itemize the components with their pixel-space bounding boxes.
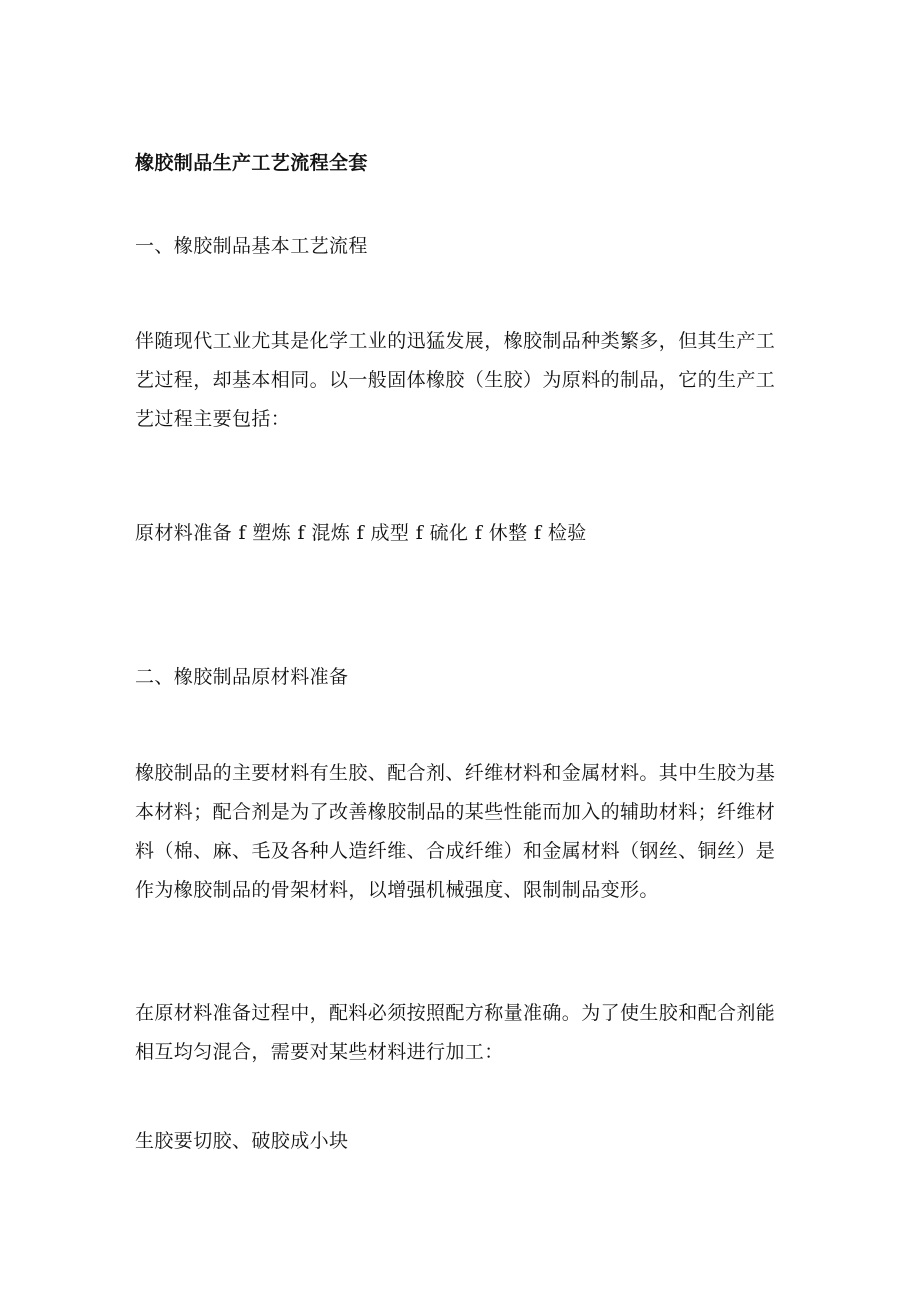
process-flow: 原材料准备 f 塑炼 f 混炼 f 成型 f 硫化 f 休整 f 检验 (135, 522, 587, 544)
section-2-paragraph-3: 生胶要切胶、破胶成小块 (135, 1130, 349, 1152)
section-2-paragraph-2: 在原材料准备过程中，配料必须按照配方称量准确。为了使生胶和配合剂能相互均匀混合，需要对某些材料进行加工： (135, 1002, 776, 1063)
section-2-paragraph-1: 橡胶制品的主要材料有生胶、配合剂、纤维材料和金属材料。其中生胶为基本材料；配合剂是为了改善橡胶制品的某些性能而加入的辅助材料；纤维材料（棉、麻、毛及各种人造纤维、合成纤维）和金属材料（钢丝、铜丝）是作为橡胶制品的骨架材料，以增强机械强度、限制制品变形。 (135, 762, 776, 901)
section-1-heading: 一、橡胶制品基本工艺流程 (135, 235, 368, 257)
section-1-paragraph: 伴随现代工业尤其是化学工业的迅猛发展，橡胶制品种类繁多，但其生产工艺过程，却基本相同。以一般固体橡胶（生胶）为原料的制品，它的生产工艺过程主要包括： (135, 330, 776, 430)
section-2-heading: 二、橡胶制品原材料准备 (135, 666, 349, 688)
document-title: 橡胶制品生产工艺流程全套 (135, 152, 368, 174)
